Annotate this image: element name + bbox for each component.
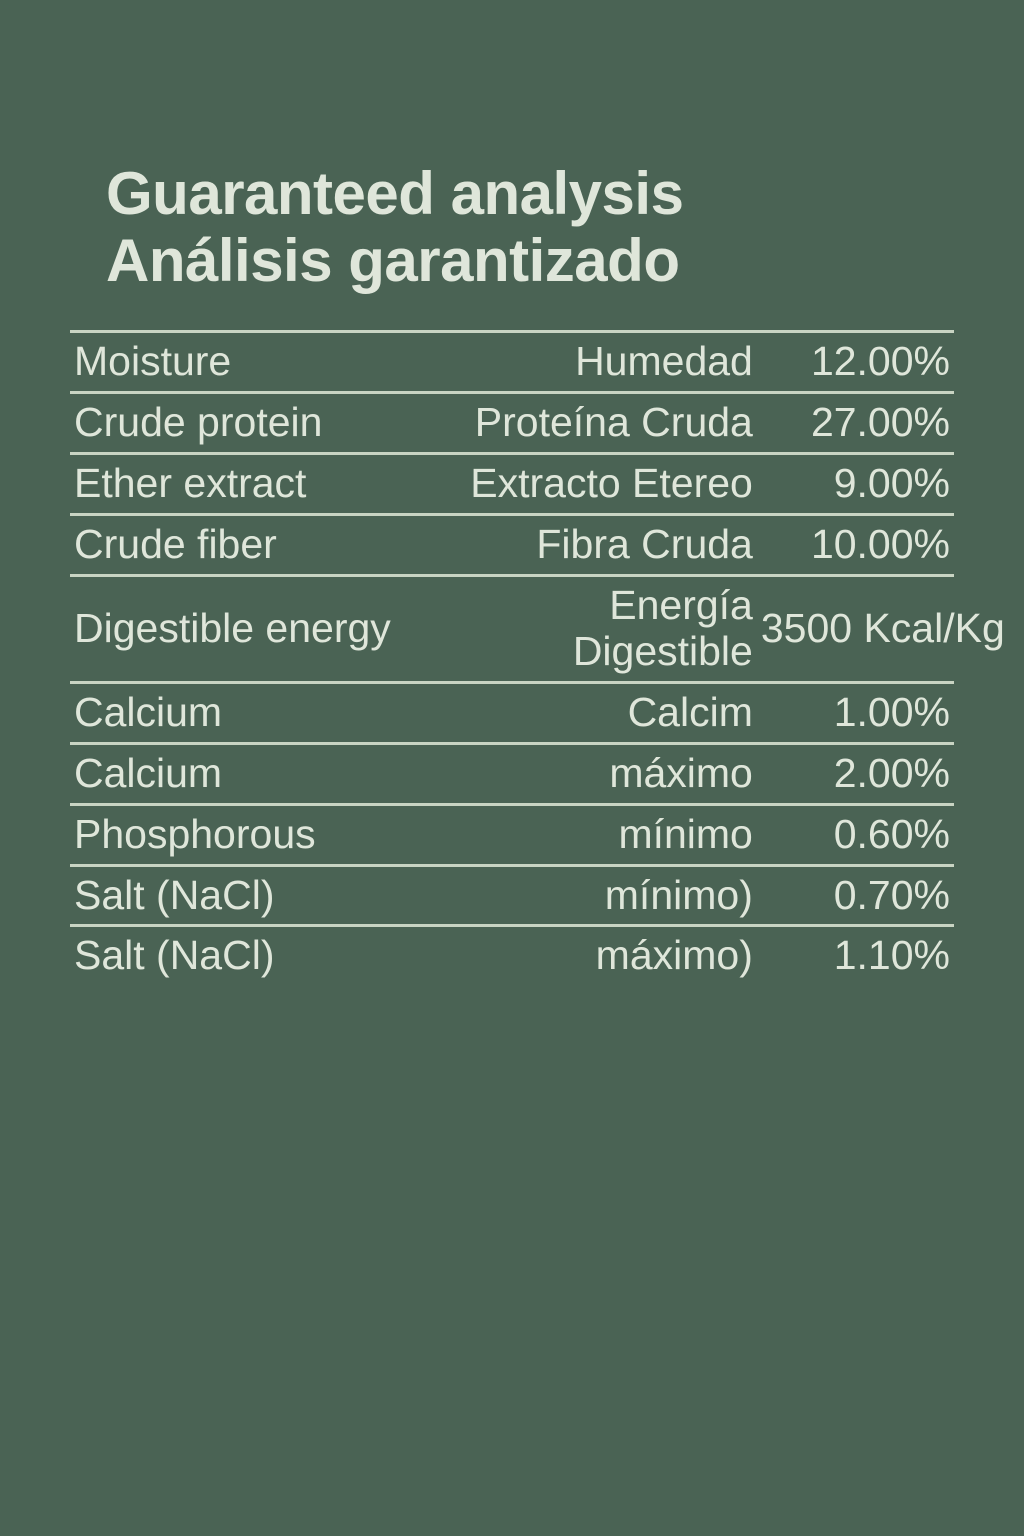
nutrient-value: 12.00% bbox=[810, 338, 950, 385]
nutrient-value: 27.00% bbox=[810, 399, 950, 446]
nutrient-name-es: Calcim bbox=[627, 688, 753, 735]
nutrient-name-es: Extracto Etereo bbox=[470, 460, 753, 507]
table-row bbox=[70, 682, 954, 743]
nutrient-name-en: Digestible energy bbox=[74, 604, 391, 651]
title-spanish: Análisis garantizado bbox=[106, 227, 680, 295]
guaranteed-analysis-table bbox=[70, 330, 1005, 985]
nutrient-value: 1.10% bbox=[833, 932, 950, 979]
table-row bbox=[70, 515, 954, 576]
nutrient-name-es: máximo bbox=[609, 749, 753, 796]
nutrient-name-en: Crude protein bbox=[74, 399, 323, 446]
nutrient-name-es: Humedad bbox=[575, 338, 753, 385]
nutrient-name-en: Moisture bbox=[74, 338, 232, 385]
nutrient-value: 0.60% bbox=[833, 810, 950, 857]
table-row bbox=[70, 454, 954, 515]
nutrient-value: 3500 Kcal/Kg bbox=[760, 604, 1005, 651]
table-row bbox=[70, 743, 954, 804]
nutrient-value: 2.00% bbox=[833, 749, 950, 796]
nutrient-value: 9.00% bbox=[833, 460, 950, 507]
page-title bbox=[70, 160, 954, 294]
nutrient-value: 10.00% bbox=[810, 521, 950, 568]
table-row bbox=[70, 393, 954, 454]
nutrient-name-en: Crude fiber bbox=[74, 521, 277, 568]
nutrient-name-es: Proteína Cruda bbox=[474, 399, 753, 446]
nutrient-value: 1.00% bbox=[833, 688, 950, 735]
table-row bbox=[70, 332, 954, 393]
nutrient-name-en: Salt (NaCl) bbox=[74, 871, 275, 918]
nutrient-name-es: mínimo bbox=[618, 810, 753, 857]
nutrient-value: 0.70% bbox=[833, 871, 950, 918]
nutrient-name-es: máximo) bbox=[595, 932, 753, 979]
nutrient-name-es: Fibra Cruda bbox=[536, 521, 753, 568]
nutrient-name-en: Salt (NaCl) bbox=[74, 932, 275, 979]
nutrient-name-en: Calcium bbox=[74, 749, 223, 796]
table-row bbox=[70, 926, 954, 985]
nutrient-name-en: Phosphorous bbox=[74, 810, 316, 857]
title-english: Guaranteed analysis bbox=[106, 160, 684, 227]
table-body bbox=[70, 332, 1005, 985]
nutrient-name-en: Ether extract bbox=[74, 460, 307, 507]
table-row bbox=[70, 804, 954, 865]
table-row bbox=[70, 865, 954, 926]
table-row bbox=[70, 576, 954, 683]
nutrient-name-en: Calcium bbox=[74, 688, 223, 735]
nutrient-name-es: mínimo) bbox=[604, 871, 753, 918]
nutrient-name-es: Energía Digestible bbox=[572, 582, 753, 674]
